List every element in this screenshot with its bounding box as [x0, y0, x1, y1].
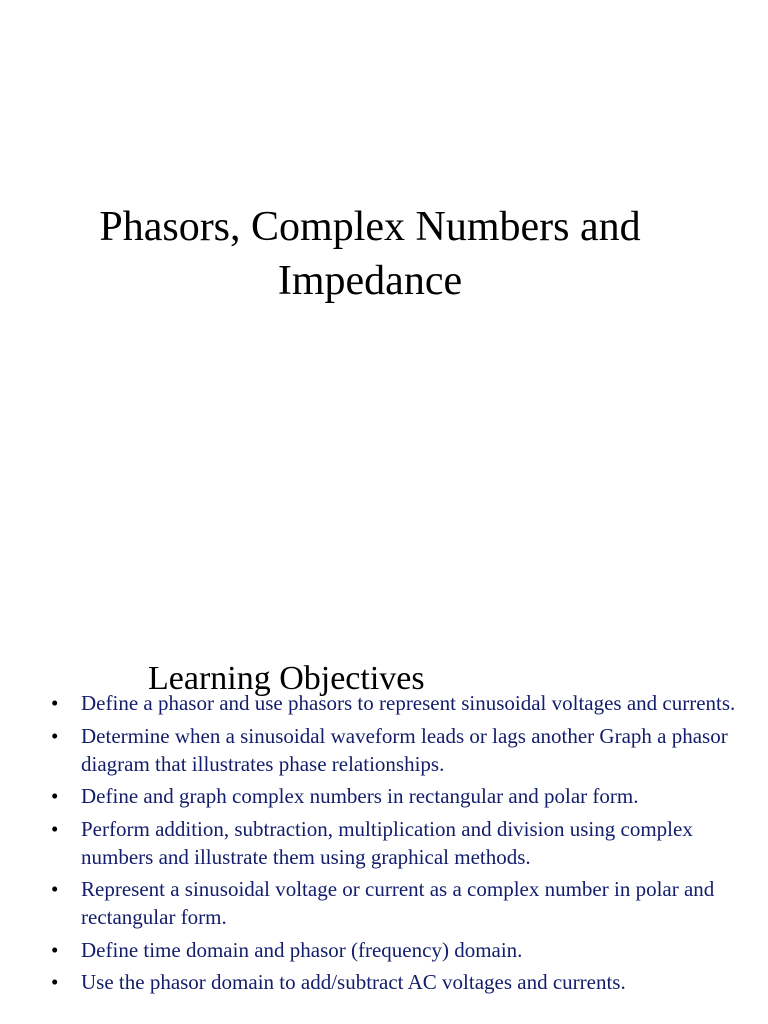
bullet-icon: •: [51, 691, 59, 715]
bullet-icon: •: [51, 937, 59, 962]
objective-text: Define and graph complex numbers in rectangular and polar form.: [81, 784, 639, 808]
objective-text: Define a phasor and use phasors to represent sinusoidal voltages and currents.: [81, 691, 736, 715]
objective-item: [0, 875, 740, 931]
objective-item: [0, 968, 740, 996]
objective-text: Determine when a sinusoidal waveform leads or lags another Graph a phasor diagram that illustrates phase relationships.: [81, 723, 728, 776]
objective-item: [0, 815, 740, 871]
bullet-icon: •: [51, 970, 59, 994]
objectives-list: [0, 689, 740, 1001]
objective-item: [0, 722, 740, 778]
objective-text: Represent a sinusoidal voltage or current as a complex number in polar and rectangular form.: [81, 877, 715, 929]
objectives-heading: Learning Objectives: [148, 660, 425, 697]
objective-text: Use the phasor domain to add/subtract AC voltages and currents.: [81, 970, 626, 994]
bullet-icon: •: [51, 723, 59, 748]
slide-title: Phasors, Complex Numbers and Impedance: [99, 204, 641, 304]
objective-item: [0, 689, 740, 717]
objective-text: Define time domain and phasor (frequency) domain.: [81, 937, 523, 962]
objectives-slide: [0, 640, 768, 1024]
bullet-icon: •: [51, 816, 59, 841]
bullet-icon: •: [51, 877, 59, 901]
objective-text: Perform addition, subtraction, multiplication and division using complex numbers and illustrate them using graphical methods.: [81, 816, 693, 869]
bullet-icon: •: [51, 784, 59, 808]
objective-item: [0, 936, 740, 964]
objective-item: [0, 782, 740, 810]
